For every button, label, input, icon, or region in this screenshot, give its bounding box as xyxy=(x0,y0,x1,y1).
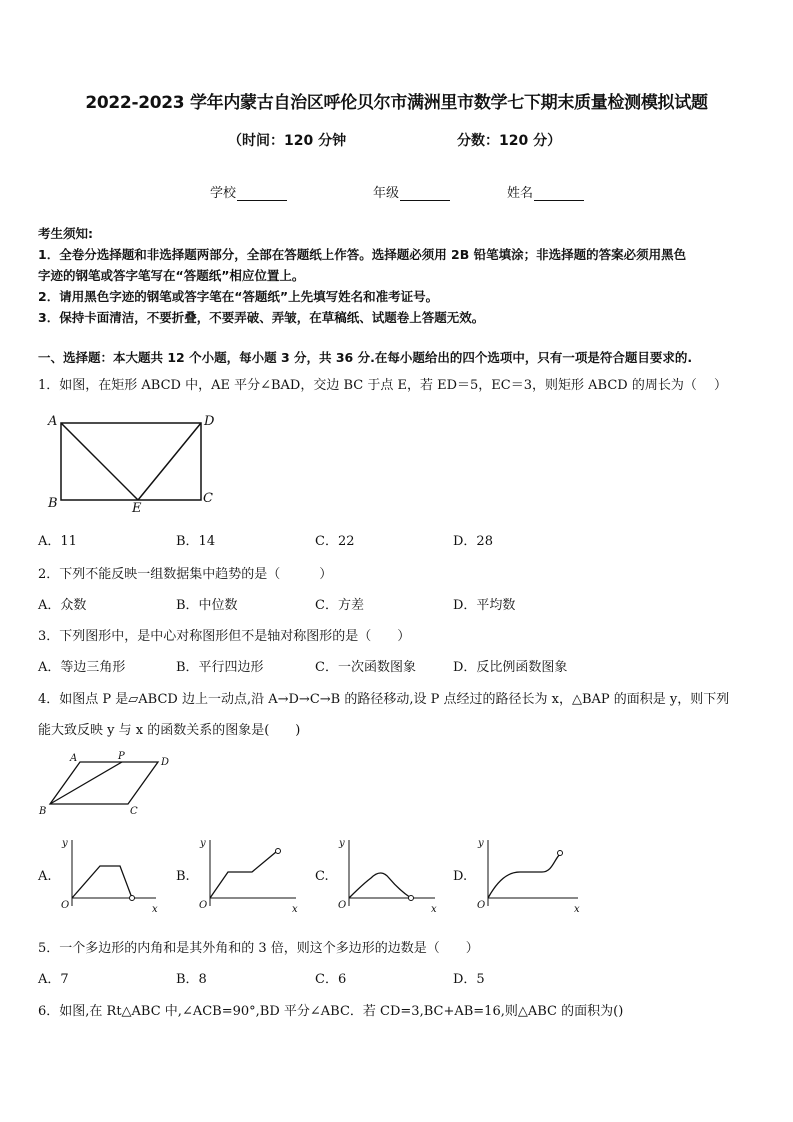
q1-label-c: C xyxy=(203,491,213,506)
q4-label-b: B xyxy=(39,806,47,817)
q1-label-e: E xyxy=(132,501,142,516)
q4-stem-line-2: 能大致反映 y 与 x 的函数关系的图象是( ) xyxy=(38,723,301,738)
graph-a-origin: O xyxy=(61,900,70,911)
exam-time: （时间：120 分钟 xyxy=(228,133,347,149)
notes-line-1b: 字迹的钢笔或答字笔写在“答题纸”相应位置上。 xyxy=(38,268,305,283)
graph-d-y-label: y xyxy=(478,838,484,849)
section-heading: 一、选择题：本大题共 12 个小题，每小题 3 分，共 36 分.在每小题给出的四个选项中，只有一项是符合题目要求的. xyxy=(38,350,693,365)
q2-option-c[interactable]: C．方差 xyxy=(315,598,364,613)
q2-option-a[interactable]: A．众数 xyxy=(38,598,87,613)
q1-option-a[interactable]: A．11 xyxy=(38,534,77,549)
notes-line-3: 3．保持卡面清洁，不要折叠，不要弄破、弄皱，在草稿纸、试题卷上答题无效。 xyxy=(38,310,485,325)
q4-parallelogram-figure xyxy=(38,748,178,820)
q2-stem: 2．下列不能反映一组数据集中趋势的是（ ） xyxy=(38,567,333,582)
q1-option-c[interactable]: C．22 xyxy=(315,534,355,549)
graph-c-y-label: y xyxy=(339,838,345,849)
q5-option-d[interactable]: D．5 xyxy=(453,972,485,987)
q4-label-p: P xyxy=(118,751,125,762)
q4-label-c: C xyxy=(130,806,138,817)
grade-field xyxy=(373,182,450,201)
q5-stem: 5．一个多边形的内角和是其外角和的 3 倍，则这个多边形的边数是（ ） xyxy=(38,941,479,956)
q1-option-b[interactable]: B．14 xyxy=(176,534,216,549)
parallelogram-abcd xyxy=(50,762,158,804)
q4-graph-c xyxy=(333,832,443,918)
graph-d-origin: O xyxy=(477,900,486,911)
q1-label-a: A xyxy=(48,414,58,429)
grade-label: 年级 xyxy=(373,186,400,201)
q4-option-d[interactable]: D. xyxy=(453,869,468,884)
q6-stem: 6．如图,在 Rt△ABC 中,∠ACB=90°,BD 平分∠ABC．若 CD=3,BC+AB=16,则△ABC 的面积为() xyxy=(38,1004,624,1019)
graph-b-curve xyxy=(210,852,276,898)
notes-heading: 考生须知: xyxy=(38,226,93,241)
q4-graph-a xyxy=(56,832,166,918)
name-label: 姓名 xyxy=(507,186,534,201)
q3-option-b[interactable]: B．平行四边形 xyxy=(176,660,264,675)
graph-c-curve xyxy=(349,873,411,898)
graph-a-x-label: x xyxy=(152,904,158,915)
q4-graph-d xyxy=(472,832,587,918)
segment-bp xyxy=(50,762,122,804)
q5-option-b[interactable]: B．8 xyxy=(176,972,207,987)
q2-option-b[interactable]: B．中位数 xyxy=(176,598,238,613)
exam-title: 2022-2023 学年内蒙古自治区呼伦贝尔市满洲里市数学七下期末质量检测模拟试题 xyxy=(85,93,708,113)
q3-stem: 3．下列图形中，是中心对称图形但不是轴对称图形的是（ ） xyxy=(38,629,411,644)
q4-label-d: D xyxy=(161,757,170,768)
notes-line-2: 2．请用黑色字迹的钢笔或答字笔在“答题纸”上先填写姓名和准考证号。 xyxy=(38,289,439,304)
rectangle-abcd xyxy=(61,423,201,500)
graph-b-origin: O xyxy=(199,900,208,911)
q3-option-a[interactable]: A．等边三角形 xyxy=(38,660,126,675)
q1-label-b: B xyxy=(48,496,58,511)
q2-option-d[interactable]: D．平均数 xyxy=(453,598,516,613)
q3-option-c[interactable]: C．一次函数图象 xyxy=(315,660,416,675)
school-label: 学校 xyxy=(210,186,237,201)
q4-label-a: A xyxy=(70,753,78,764)
graph-b-y-label: y xyxy=(200,838,206,849)
q4-option-b[interactable]: B. xyxy=(176,869,190,884)
graph-a-y-label: y xyxy=(62,838,68,849)
q3-option-d[interactable]: D．反比例函数图象 xyxy=(453,660,568,675)
q4-graph-b xyxy=(194,832,304,918)
q5-option-a[interactable]: A．7 xyxy=(38,972,69,987)
q4-option-c[interactable]: C. xyxy=(315,869,329,884)
exam-score: 分数：120 分） xyxy=(457,133,562,149)
segment-ed xyxy=(138,423,201,500)
graph-d-curve xyxy=(488,854,560,898)
q1-stem: 1．如图，在矩形 ABCD 中，AE 平分∠BAD，交边 BC 于点 E，若 ED＝5，EC＝3，则矩形 ABCD 的周长为（ ） xyxy=(38,378,727,393)
graph-d-x-label: x xyxy=(574,904,580,915)
name-blank xyxy=(534,187,584,201)
q1-figure xyxy=(40,410,220,520)
q1-option-d[interactable]: D．28 xyxy=(453,534,493,549)
name-field xyxy=(507,182,584,201)
graph-b-x-label: x xyxy=(292,904,298,915)
grade-blank xyxy=(400,187,450,201)
graph-a-curve xyxy=(72,866,132,898)
graph-c-x-label: x xyxy=(431,904,437,915)
school-blank xyxy=(237,187,287,201)
segment-ae xyxy=(61,423,138,500)
q4-stem-line-1: 4．如图点 P 是▱ABCD 边上一动点,沿 A→D→C→B 的路径移动,设 P 点经过的路径长为 x，△BAP 的面积是 y，则下列 xyxy=(38,692,730,707)
q1-label-d: D xyxy=(204,414,215,429)
notes-line-1: 1．全卷分选择题和非选择题两部分，全部在答题纸上作答。选择题必须用 2B 铅笔填涂；非选择题的答案必须用黑色 xyxy=(38,247,687,262)
school-field xyxy=(210,182,287,201)
graph-c-origin: O xyxy=(338,900,347,911)
q5-option-c[interactable]: C．6 xyxy=(315,972,347,987)
q4-option-a[interactable]: A. xyxy=(38,869,52,884)
